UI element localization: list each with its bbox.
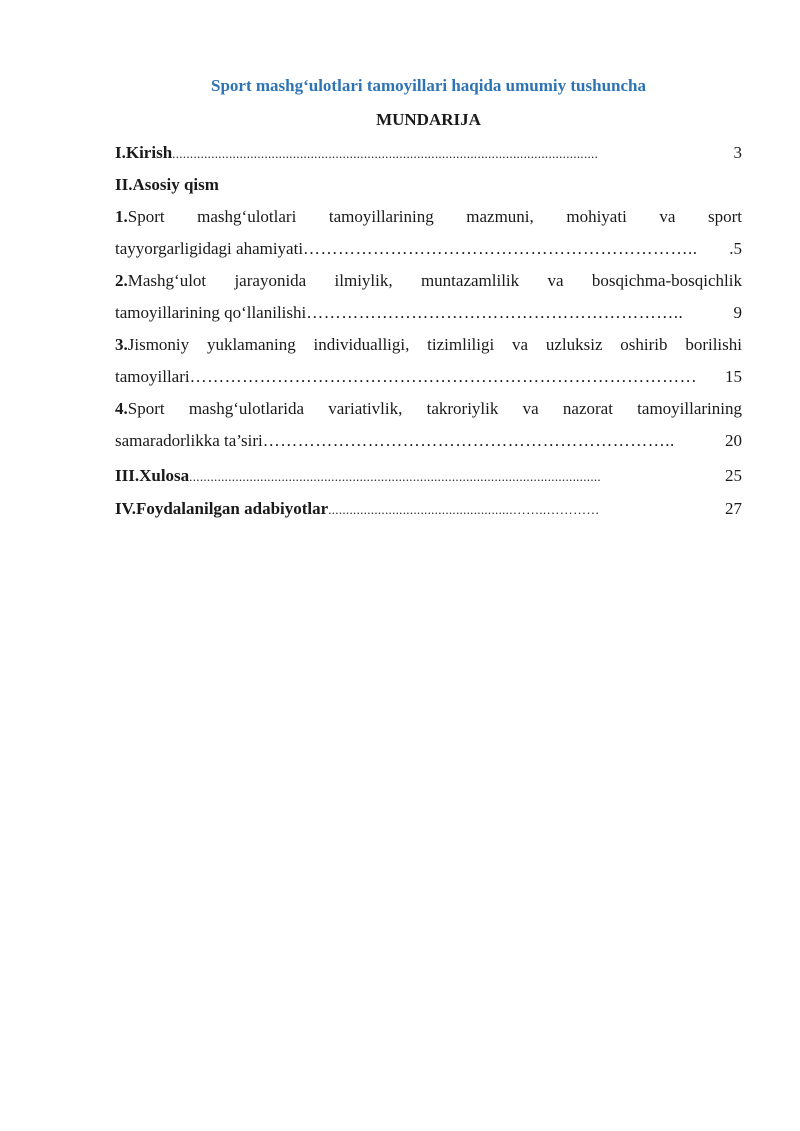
toc-page-number: 27 [725, 499, 742, 518]
toc-entry-label: IV.Foydalanilgan adabiyotlar [115, 499, 329, 518]
toc-entry-label: Mashg‘ulot jarayonida ilmiylik, muntazamlilik va bosqichma-bosqichlik [127, 271, 742, 290]
toc-entry-intro[interactable] [115, 143, 742, 164]
toc-entry-number: 1. [115, 207, 128, 226]
toc-entry-references[interactable] [115, 499, 742, 520]
toc-leader: …………………………………………………………………………… [189, 367, 698, 386]
toc-leader: ………………………………………………………….. [303, 239, 698, 258]
toc-leader: ....................................................……..………… [328, 502, 600, 517]
toc-page-number: 3 [733, 143, 742, 162]
toc-entry-label-cont: tamoyillarining qo‘llanilishi [115, 303, 307, 322]
toc-page-number: 20 [725, 431, 742, 450]
toc-heading: MUNDARIJA [376, 110, 481, 129]
toc-page-number: .5 [729, 239, 742, 258]
toc-entry-s4-line2[interactable] [115, 431, 742, 451]
toc-entry-label: I.Kirish [115, 143, 173, 162]
toc-entry-s1-line2[interactable] [115, 239, 742, 259]
toc-entry-label: Jismoniy yuklamaning individualligi, tizimliligi va uzluksiz oshirib borilishi [127, 335, 742, 354]
toc-entry-label-cont: tamoyillari [115, 367, 190, 386]
toc-leader: …………………………………………………………….. [262, 431, 675, 450]
toc-page-number: 25 [725, 466, 742, 485]
toc-entry-main-part[interactable] [115, 175, 742, 195]
toc-leader: ........................................................................................................................ [172, 146, 599, 161]
toc-entry-label: III.Xulosa [115, 466, 190, 485]
toc-entry-s4-line1[interactable] [115, 399, 742, 419]
toc-page-number: 15 [725, 367, 742, 386]
toc-entry-number: 2. [115, 271, 128, 290]
toc-entry-s3-line1[interactable] [115, 335, 742, 355]
toc-entry-conclusion[interactable] [115, 466, 742, 487]
toc-entry-number: 4. [115, 399, 128, 418]
toc-entry-s3-line2[interactable] [115, 367, 742, 387]
toc-entry-label: Sport mashg‘ulotlari tamoyillarining mazmuni, mohiyati va sport [127, 207, 742, 226]
toc-entry-label-cont: samaradorlikka ta’siri [115, 431, 263, 450]
toc-entry-s2-line2[interactable] [115, 303, 742, 323]
toc-leader: ……………………………………………………….. [306, 303, 684, 322]
toc-entry-s2-line1[interactable] [115, 271, 742, 291]
toc-page-number: 9 [733, 303, 742, 322]
toc-entry-s1-line1[interactable] [115, 207, 742, 227]
document-title: Sport mashg‘ulotlari tamoyillari haqida umumiy tushuncha [211, 76, 646, 95]
toc-leader: .................................................................................................................... [189, 469, 601, 484]
toc-entry-label: II.Asosiy qism [115, 175, 219, 194]
toc-entry-number: 3. [115, 335, 128, 354]
toc-entry-label: Sport mashg‘ulotlarida variativlik, takroriylik va nazorat tamoyillarining [127, 399, 742, 418]
toc-entry-label-cont: tayyorgarligidagi ahamiyati [115, 239, 304, 258]
